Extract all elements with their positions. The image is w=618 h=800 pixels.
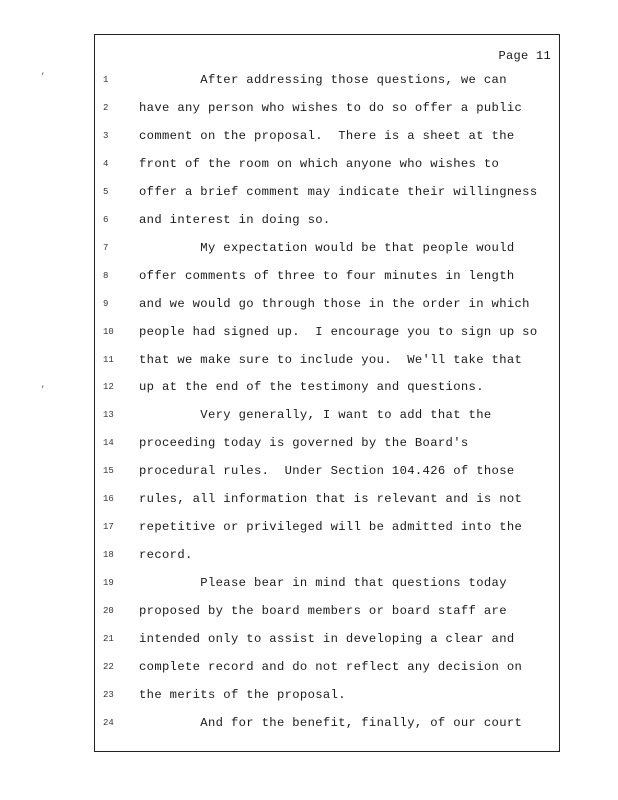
line-number: 20 bbox=[103, 606, 114, 617]
line-number: 22 bbox=[103, 661, 114, 672]
line-number: 19 bbox=[103, 578, 114, 589]
transcript-line-text: offer comments of three to four minutes in length bbox=[139, 268, 515, 283]
transcript-line-text: After addressing those questions, we can bbox=[139, 73, 507, 87]
transcript-line-text: rules, all information that is relevant and is not bbox=[139, 492, 523, 507]
line-number: 7 bbox=[103, 242, 109, 253]
transcript-line-text: Very generally, I want to add that the bbox=[139, 408, 492, 423]
transcript-line-text: have any person who wishes to do so offer a public bbox=[139, 100, 523, 115]
line-number: 3 bbox=[103, 130, 109, 141]
line-number: 15 bbox=[103, 466, 114, 477]
transcript-line-text: front of the room on which anyone who wishes to bbox=[139, 156, 500, 171]
line-number: 11 bbox=[103, 354, 114, 365]
transcript-line-text: proposed by the board members or board staff are bbox=[139, 604, 507, 619]
line-number: 17 bbox=[103, 522, 114, 533]
transcript-line-text: record. bbox=[139, 548, 193, 563]
transcript-line-text: up at the end of the testimony and questions. bbox=[139, 380, 484, 395]
line-number: 13 bbox=[103, 410, 114, 421]
line-number: 16 bbox=[103, 494, 114, 505]
transcript-line-text: Please bear in mind that questions today bbox=[139, 576, 507, 591]
line-number: 1 bbox=[103, 75, 109, 85]
transcript-line-text: intended only to assist in developing a clear and bbox=[139, 632, 515, 646]
transcript-line-text: people had signed up. I encourage you to sign up so bbox=[139, 324, 538, 339]
line-number: 4 bbox=[103, 158, 109, 169]
transcript-line-text: and we would go through those in the order in which bbox=[139, 296, 530, 311]
transcript-line-text: procedural rules. Under Section 104.426 of those bbox=[139, 464, 515, 479]
transcript-line-text: comment on the proposal. There is a sheet at the bbox=[139, 128, 515, 143]
margin-mark-mid: ’ bbox=[40, 385, 46, 395]
transcript-line-text: repetitive or privileged will be admitted into the bbox=[139, 520, 523, 535]
transcript-line-text: and interest in doing so. bbox=[139, 212, 331, 227]
margin-mark-top: ’ bbox=[40, 72, 46, 82]
transcript-page-frame bbox=[94, 34, 560, 752]
line-number: 18 bbox=[103, 550, 114, 561]
transcript-line-text: that we make sure to include you. We'll take that bbox=[139, 352, 523, 367]
line-number: 21 bbox=[103, 634, 114, 644]
page-number-label: Page 11 bbox=[498, 49, 551, 63]
line-number: 24 bbox=[103, 717, 114, 728]
line-number: 10 bbox=[103, 326, 114, 337]
line-number: 8 bbox=[103, 270, 109, 281]
transcript-line-text: complete record and do not reflect any decision on bbox=[139, 659, 523, 674]
line-number: 9 bbox=[103, 298, 109, 309]
line-number: 5 bbox=[103, 186, 109, 197]
line-number: 23 bbox=[103, 689, 114, 700]
transcript-line-text: proceeding today is governed by the Board's bbox=[139, 436, 469, 451]
transcript-line-text: And for the benefit, finally, of our court bbox=[139, 715, 523, 730]
transcript-line-text: the merits of the proposal. bbox=[139, 687, 346, 702]
line-number: 2 bbox=[103, 102, 109, 113]
line-number: 14 bbox=[103, 438, 114, 449]
line-number: 12 bbox=[103, 382, 114, 393]
line-number: 6 bbox=[103, 214, 109, 225]
transcript-line-text: My expectation would be that people would bbox=[139, 240, 515, 255]
transcript-line-text: offer a brief comment may indicate their willingness bbox=[139, 184, 538, 199]
